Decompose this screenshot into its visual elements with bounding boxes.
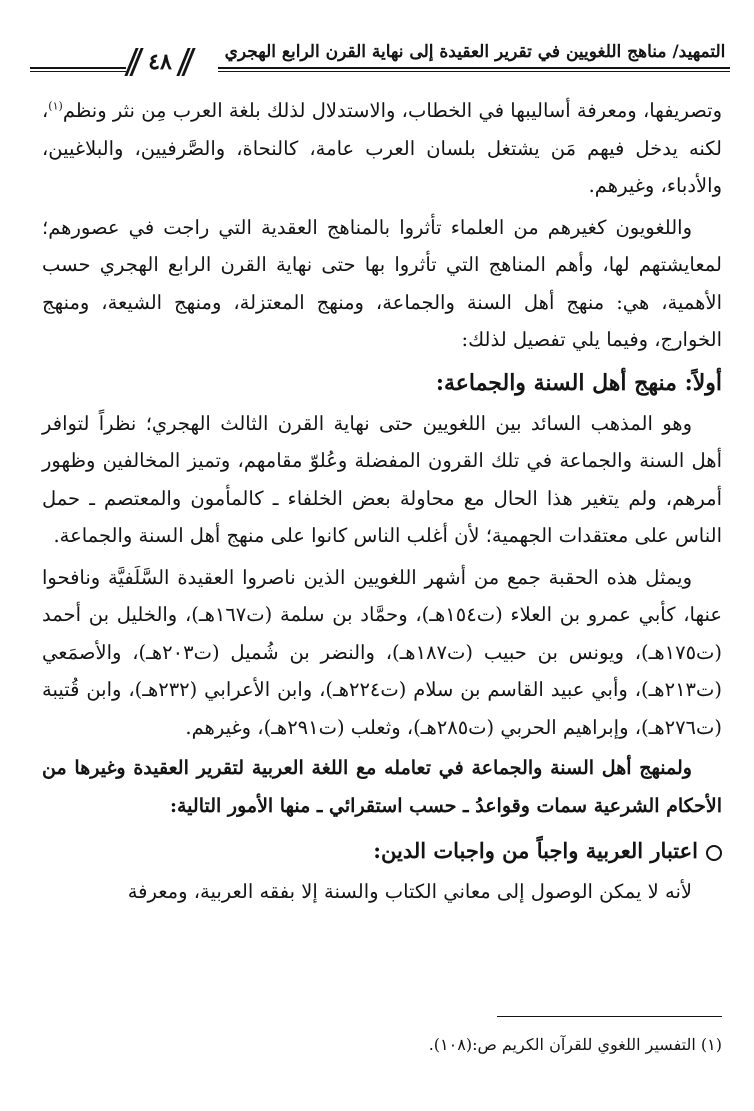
paragraph xyxy=(42,92,722,205)
header-rule xyxy=(218,67,730,72)
paragraph-text: وتصريفها، ومعرفة أساليبها في الخطاب، والاستدلال لذلك بلغة العرب مِن نثر ونظم xyxy=(62,99,722,122)
page-number-frame xyxy=(124,48,196,76)
circle-bullet-icon xyxy=(706,845,722,861)
section-heading: أولاً: منهج أهل السنة والجماعة: xyxy=(435,369,722,396)
running-header xyxy=(30,40,730,76)
footnote: (١) التفسير اللغوي للقرآن الكريم ص:(١٠٨). xyxy=(428,1035,722,1054)
page-number: ٤٨ xyxy=(148,49,172,75)
paragraph: لأنه لا يمكن الوصول إلى معاني الكتاب والسنة إلا بفقه العربية، ومعرفة xyxy=(127,880,692,903)
footnote-reference[interactable]: (١) xyxy=(48,99,63,113)
header-rule xyxy=(30,67,126,72)
body-text xyxy=(42,92,722,915)
paragraph-text: ، لكنه يدخل فيهم مَن يشتغل بلسان العرب عامة، كالنحاة، والصَّرفيين، والبلاغيين، والأدباء، وغيرهم. xyxy=(42,99,722,197)
bullet-heading-text: اعتبار العربية واجباً من واجبات الدين: xyxy=(373,838,698,863)
paragraph: وهو المذهب السائد بين اللغويين حتى نهاية القرن الثالث الهجري؛ نظراً لتوافر أهل السنة والجماعة في تلك القرون المفضلة وعُلوّ مقامهم، وتميز المخالفين وظهور أمرهم، ولم يتغير هذا الحال مع محاولة بعض الخلفاء ـ كالمأمون والمعتصم ـ حمل الناس على معتقدات الجهمية؛ لأن أغلب الناس كانوا على منهج أهل السنة والجماعة. xyxy=(42,411,722,547)
paragraph: ويمثل هذه الحقبة جمع من أشهر اللغويين الذين ناصروا العقيدة السَّلَفيَّة ونافحوا عنها، كأبي عمرو بن العلاء (ت١٥٤هـ)، وحمَّاد بن سلمة (ت١٦٧هـ)، والخليل بن أحمد (ت١٧٥هـ)، ويونس بن حبيب (ت١٨٧هـ)، والنضر بن شُميل (ت٢٠٣هـ)، والأصمَعي (ت٢١٣هـ)، وأبي عبيد القاسم بن سلام (ت٢٢٤هـ)، وابن الأعرابي (٢٣٢هـ)، وابن قُتيبة (ت٢٧٦هـ)، وإبراهيم الحربي (ت٢٨٥هـ)، وثعلب (ت٢٩١هـ)، وغيرهم. xyxy=(42,565,723,739)
bullet-heading xyxy=(42,831,722,871)
paragraph: واللغويون كغيرهم من العلماء تأثروا بالمناهج العقدية التي راجت في عصورهم؛ لمعايشتهم لها، وأهم المناهج التي تأثروا بها حتى نهاية القرن الرابع الهجري حسب الأهمية، هي: منهج أهل السنة والجماعة، ومنهج المعتزلة، ومنهج الشيعة، ومنهج الخوارج، وفيما يلي تفصيل لذلك: xyxy=(42,215,722,351)
bold-paragraph: ولمنهج أهل السنة والجماعة في تعامله مع اللغة العربية لتقرير العقيدة وغيرها من الأحكام الشرعية سمات وقواعدُ ـ حسب استقرائي ـ منها الأمور التالية: xyxy=(42,757,722,817)
footnote-divider xyxy=(497,1016,722,1017)
header-title: التمهيد/ مناهج اللغويين في تقرير العقيدة إلى نهاية القرن الرابع الهجري xyxy=(224,42,726,62)
